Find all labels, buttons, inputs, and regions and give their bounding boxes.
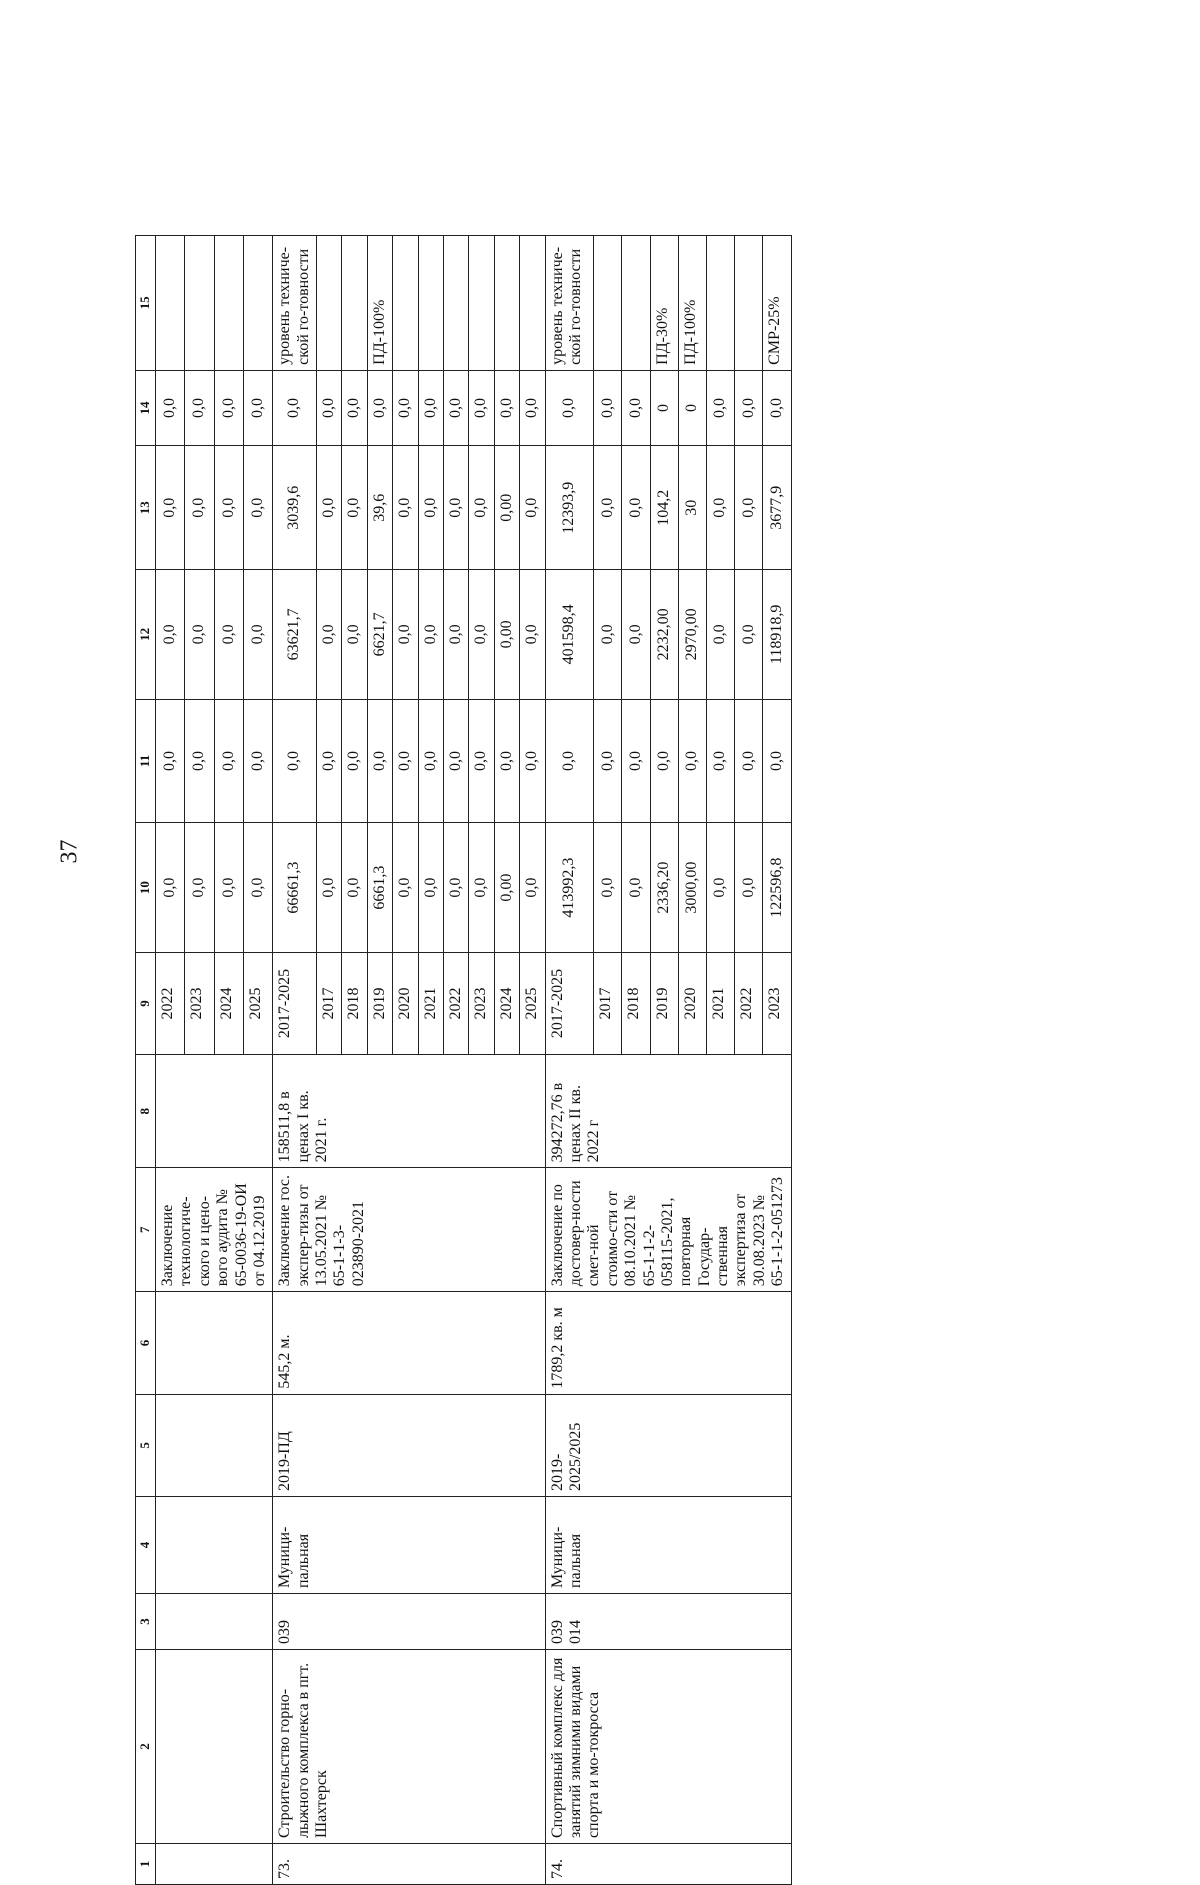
value-cell: 0,0: [155, 823, 184, 952]
note-cell: ПД-100%: [678, 236, 706, 371]
header-row: [136, 236, 156, 1885]
note-cell: [622, 236, 650, 371]
value-cell: 2970,00: [678, 570, 706, 699]
value-cell: 0,0: [243, 446, 272, 570]
value-cell: 0,0: [520, 823, 545, 952]
value-cell: 39,6: [367, 446, 392, 570]
value-cell: 0,0: [214, 446, 243, 570]
value-cell: 0,0: [214, 570, 243, 699]
value-cell: 0,0: [155, 699, 184, 823]
value-cell: 0,0: [243, 570, 272, 699]
value-cell: 0,0: [707, 370, 735, 445]
value-cell: 0,0: [494, 699, 519, 823]
year-cell: 2017-2025: [273, 952, 317, 1054]
year-cell: 2023: [469, 952, 494, 1054]
empty-cell: [155, 1394, 272, 1496]
value-cell: 122596,8: [763, 823, 791, 952]
note-cell: [494, 236, 519, 371]
item-name: Строительство горно-лыжного комплекса в пгт. Шахтерск: [273, 1650, 545, 1844]
value-cell: 0,0: [545, 370, 594, 445]
value-cell: 0,0: [367, 370, 392, 445]
value-cell: 0,0: [393, 370, 418, 445]
year-cell: 2024: [214, 952, 243, 1054]
value-cell: 0: [650, 370, 678, 445]
value-cell: 0,0: [317, 370, 342, 445]
value-cell: 0,0: [342, 370, 367, 445]
item-number: 74.: [545, 1844, 791, 1885]
value-cell: 0,0: [594, 570, 622, 699]
value-cell: 0,0: [735, 570, 763, 699]
value-cell: 0,0: [735, 370, 763, 445]
value-cell: 0: [678, 370, 706, 445]
item-capacity: 545,2 м.: [273, 1292, 545, 1394]
value-cell: 0,0: [243, 699, 272, 823]
value-cell: 0,0: [469, 446, 494, 570]
value-cell: 0,0: [622, 699, 650, 823]
column-header-9: 9: [136, 952, 156, 1054]
value-cell: 0,0: [342, 699, 367, 823]
year-cell: 2021: [707, 952, 735, 1054]
item-code: 039 014: [545, 1594, 791, 1650]
value-cell: 0,0: [214, 370, 243, 445]
year-cell: 2017: [317, 952, 342, 1054]
empty-cell: [155, 1650, 272, 1844]
item-number: 73.: [273, 1844, 545, 1885]
year-cell: 2017-2025: [545, 952, 594, 1054]
value-cell: 0,0: [594, 699, 622, 823]
document-cell: Заключение технологиче-ского и цено-вого аудита № 65-0036-19-ОИ от 04.12.2019: [155, 1168, 272, 1292]
value-cell: 0,0: [469, 823, 494, 952]
year-cell: 2023: [185, 952, 214, 1054]
item-cost: 394272,76 в ценах II кв. 2022 г: [545, 1055, 791, 1168]
value-cell: 0,0: [273, 699, 317, 823]
year-cell: 2020: [393, 952, 418, 1054]
year-cell: 2021: [418, 952, 443, 1054]
value-cell: 0,0: [707, 570, 735, 699]
note-cell: [214, 236, 243, 371]
value-cell: 3039,6: [273, 446, 317, 570]
value-cell: 0,0: [735, 823, 763, 952]
note-cell: уровень техниче-ской го-товности: [545, 236, 594, 371]
item-period: 2019-ПД: [273, 1394, 545, 1496]
value-cell: 0,0: [317, 699, 342, 823]
note-cell: ПД-30%: [650, 236, 678, 371]
value-cell: 0,0: [594, 446, 622, 570]
value-cell: 0,0: [763, 699, 791, 823]
note-cell: [469, 236, 494, 371]
note-cell: уровень техниче-ской го-товности: [273, 236, 317, 371]
value-cell: 63621,7: [273, 570, 317, 699]
value-cell: 0,0: [367, 699, 392, 823]
value-cell: 0,00: [494, 823, 519, 952]
year-cell: 2025: [243, 952, 272, 1054]
value-cell: 0,0: [444, 370, 469, 445]
value-cell: 0,00: [494, 570, 519, 699]
value-cell: 0,0: [594, 823, 622, 952]
value-cell: 0,0: [342, 823, 367, 952]
value-cell: 0,0: [393, 570, 418, 699]
value-cell: 0,0: [185, 570, 214, 699]
value-cell: 0,0: [520, 570, 545, 699]
column-header-14: 14: [136, 370, 156, 445]
item-cost: 158511,8 в ценах I кв. 2021 г.: [273, 1055, 545, 1168]
value-cell: 0,0: [317, 446, 342, 570]
value-cell: 0,0: [650, 699, 678, 823]
column-header-12: 12: [136, 570, 156, 699]
item-name: Спортивный комплекс для занятий зимними видами спорта и мо-токросса: [545, 1650, 791, 1844]
value-cell: 0,0: [393, 699, 418, 823]
year-cell: 2018: [622, 952, 650, 1054]
note-cell: [342, 236, 367, 371]
value-cell: 2232,00: [650, 570, 678, 699]
value-cell: 0,0: [185, 699, 214, 823]
year-cell: 2024: [494, 952, 519, 1054]
value-cell: 0,0: [444, 823, 469, 952]
value-cell: 0,0: [763, 370, 791, 445]
value-cell: 3000,00: [678, 823, 706, 952]
value-cell: 0,0: [622, 370, 650, 445]
value-cell: 0,0: [469, 699, 494, 823]
value-cell: 0,0: [185, 446, 214, 570]
item-code: 039: [273, 1594, 545, 1650]
value-cell: 0,0: [520, 446, 545, 570]
column-header-6: 6: [136, 1292, 156, 1394]
column-header-8: 8: [136, 1055, 156, 1168]
value-cell: 0,0: [735, 446, 763, 570]
value-cell: 0,0: [622, 823, 650, 952]
value-cell: 0,0: [444, 446, 469, 570]
value-cell: 0,0: [214, 699, 243, 823]
year-cell: 2022: [444, 952, 469, 1054]
note-cell: [418, 236, 443, 371]
note-cell: ПД-100%: [367, 236, 392, 371]
item-ownership: Муници-пальная: [545, 1497, 791, 1594]
value-cell: 0,0: [155, 570, 184, 699]
column-header-7: 7: [136, 1168, 156, 1292]
value-cell: 0,0: [520, 370, 545, 445]
value-cell: 0,0: [342, 446, 367, 570]
value-cell: 0,0: [342, 570, 367, 699]
value-cell: 0,0: [735, 699, 763, 823]
value-cell: 0,0: [678, 699, 706, 823]
value-cell: 0,0: [418, 446, 443, 570]
value-cell: 0,00: [494, 446, 519, 570]
year-cell: 2025: [520, 952, 545, 1054]
column-header-5: 5: [136, 1394, 156, 1496]
value-cell: 30: [678, 446, 706, 570]
year-cell: 2022: [155, 952, 184, 1054]
value-cell: 104,2: [650, 446, 678, 570]
value-cell: 0,0: [707, 823, 735, 952]
note-cell: [735, 236, 763, 371]
value-cell: 0,0: [707, 446, 735, 570]
item-ownership: Муници-пальная: [273, 1497, 545, 1594]
value-cell: 401598,4: [545, 570, 594, 699]
value-cell: 0,0: [469, 370, 494, 445]
value-cell: 0,0: [185, 823, 214, 952]
note-cell: [185, 236, 214, 371]
empty-cell: [155, 1055, 272, 1168]
year-cell: 2019: [650, 952, 678, 1054]
value-cell: 0,0: [444, 570, 469, 699]
note-cell: [317, 236, 342, 371]
note-cell: [444, 236, 469, 371]
value-cell: 0,0: [622, 570, 650, 699]
value-cell: 0,0: [317, 823, 342, 952]
column-header-1: 1: [136, 1844, 156, 1885]
investment-table: [135, 235, 792, 1885]
table-row: [155, 236, 184, 1885]
year-cell: 2020: [678, 952, 706, 1054]
value-cell: 0,0: [273, 370, 317, 445]
year-cell: 2019: [367, 952, 392, 1054]
item-period: 2019-2025/2025: [545, 1394, 791, 1496]
note-cell: [243, 236, 272, 371]
value-cell: 413992,3: [545, 823, 594, 952]
value-cell: 0,0: [622, 446, 650, 570]
value-cell: 0,0: [155, 446, 184, 570]
column-header-10: 10: [136, 823, 156, 952]
value-cell: 118918,9: [763, 570, 791, 699]
value-cell: 0,0: [243, 370, 272, 445]
value-cell: 0,0: [444, 699, 469, 823]
value-cell: 66661,3: [273, 823, 317, 952]
value-cell: 0,0: [520, 699, 545, 823]
value-cell: 0,0: [545, 699, 594, 823]
value-cell: 0,0: [707, 699, 735, 823]
note-cell: [594, 236, 622, 371]
value-cell: 0,0: [418, 699, 443, 823]
year-cell: 2023: [763, 952, 791, 1054]
value-cell: 0,0: [393, 446, 418, 570]
empty-cell: [155, 1844, 272, 1885]
column-header-3: 3: [136, 1594, 156, 1650]
year-cell: 2022: [735, 952, 763, 1054]
value-cell: 0,0: [418, 570, 443, 699]
table-row: [273, 236, 317, 1885]
table-row: [545, 236, 594, 1885]
value-cell: 6661,3: [367, 823, 392, 952]
item-document: Заключение гос. экспер-тизы от 13.05.2021 № 65-1-1-3-023890-2021: [273, 1168, 545, 1292]
value-cell: 0,0: [317, 570, 342, 699]
column-header-11: 11: [136, 699, 156, 823]
note-cell: [520, 236, 545, 371]
value-cell: 0,0: [469, 570, 494, 699]
item-document: Заключение по достовер-ности смет-ной стоимо-сти от 08.10.2021 № 65-1-1-2-058115-2021, повторная Государ-ственная экспертиза от 30.08.2023 № 65-1-1-2-051273: [545, 1168, 791, 1292]
value-cell: 12393,9: [545, 446, 594, 570]
year-cell: 2018: [342, 952, 367, 1054]
empty-cell: [155, 1497, 272, 1594]
column-header-15: 15: [136, 236, 156, 371]
value-cell: 0,0: [494, 370, 519, 445]
note-cell: [155, 236, 184, 371]
year-cell: 2017: [594, 952, 622, 1054]
note-cell: [393, 236, 418, 371]
value-cell: 6621,7: [367, 570, 392, 699]
note-cell: СМР-25%: [763, 236, 791, 371]
empty-cell: [155, 1292, 272, 1394]
note-cell: [707, 236, 735, 371]
item-capacity: 1789,2 кв. м: [545, 1292, 791, 1394]
column-header-4: 4: [136, 1497, 156, 1594]
empty-cell: [155, 1594, 272, 1650]
value-cell: 0,0: [418, 370, 443, 445]
value-cell: 0,0: [155, 370, 184, 445]
column-header-2: 2: [136, 1650, 156, 1844]
value-cell: 0,0: [243, 823, 272, 952]
value-cell: 0,0: [214, 823, 243, 952]
value-cell: 0,0: [418, 823, 443, 952]
value-cell: 0,0: [185, 370, 214, 445]
table-body: [155, 236, 791, 1885]
value-cell: 0,0: [594, 370, 622, 445]
column-header-13: 13: [136, 446, 156, 570]
value-cell: 3677,9: [763, 446, 791, 570]
value-cell: 0,0: [393, 823, 418, 952]
rotated-sheet: [135, 235, 1055, 1885]
value-cell: 2336,20: [650, 823, 678, 952]
page-number: 37: [56, 839, 83, 864]
